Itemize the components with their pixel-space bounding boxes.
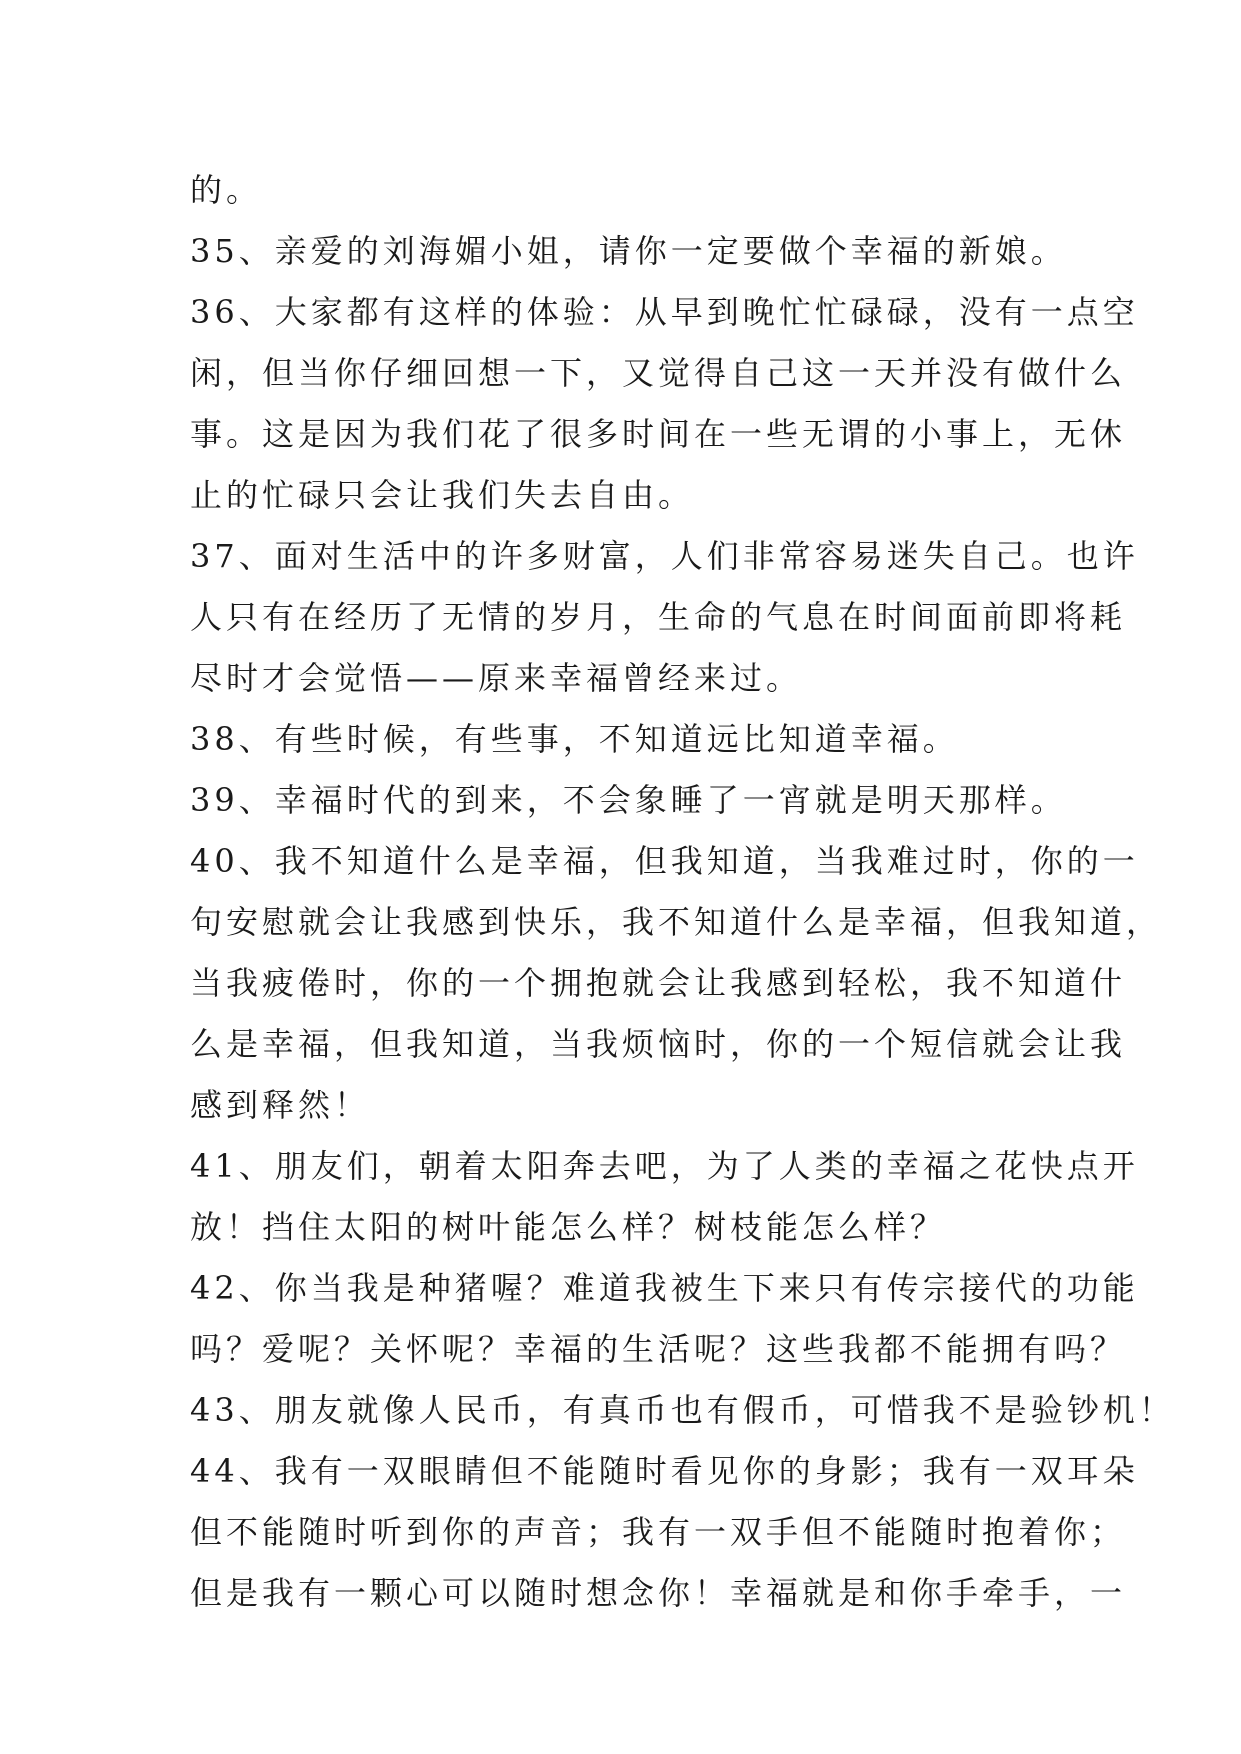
- text-line: 42、你当我是种猪喔？难道我被生下来只有传宗接代的功能: [190, 1269, 1139, 1307]
- text-line: 但不能随时听到你的声音；我有一双手但不能随时抱着你；: [190, 1513, 1127, 1551]
- text-line: 吗？爱呢？关怀呢？幸福的生活呢？这些我都不能拥有吗？: [190, 1330, 1127, 1368]
- text-line: 感到释然！: [190, 1086, 371, 1124]
- text-line: 止的忙碌只会让我们失去自由。: [190, 476, 695, 514]
- document-body: [190, 160, 1175, 1624]
- text-line: 但是我有一颗心可以随时想念你！幸福就是和你手牵手，一: [190, 1574, 1127, 1612]
- text-line: 当我疲倦时，你的一个拥抱就会让我感到轻松，我不知道什: [190, 964, 1127, 1002]
- text-line: 么是幸福，但我知道，当我烦恼时，你的一个短信就会让我: [190, 1025, 1127, 1063]
- text-line: 35、亲爱的刘海媚小姐，请你一定要做个幸福的新娘。: [190, 232, 1067, 270]
- text-line: 40、我不知道什么是幸福，但我知道，当我难过时，你的一: [190, 842, 1139, 880]
- text-line: 41、朋友们，朝着太阳奔去吧，为了人类的幸福之花快点开: [190, 1147, 1139, 1185]
- text-line: 39、幸福时代的到来，不会象睡了一宵就是明天那样。: [190, 781, 1067, 819]
- text-line: 人只有在经历了无情的岁月，生命的气息在时间面前即将耗: [190, 598, 1127, 636]
- text-line: 43、朋友就像人民币，有真币也有假币，可惜我不是验钞机！: [190, 1391, 1175, 1429]
- text-line: 句安慰就会让我感到快乐，我不知道什么是幸福，但我知道，: [190, 903, 1163, 941]
- text-line: 37、面对生活中的许多财富，人们非常容易迷失自己。也许: [190, 537, 1139, 575]
- text-line: 闲，但当你仔细回想一下，又觉得自己这一天并没有做什么: [190, 354, 1127, 392]
- text-line: 尽时才会觉悟——原来幸福曾经来过。: [190, 659, 803, 697]
- text-line: 38、有些时候，有些事，不知道远比知道幸福。: [190, 720, 959, 758]
- text-line: 事。这是因为我们花了很多时间在一些无谓的小事上，无休: [190, 415, 1127, 453]
- text-line: 44、我有一双眼睛但不能随时看见你的身影；我有一双耳朵: [190, 1452, 1139, 1490]
- text-line: 放！挡住太阳的树叶能怎么样？树枝能怎么样？: [190, 1208, 947, 1246]
- text-line: 的。: [190, 171, 263, 209]
- text-line: 36、大家都有这样的体验：从早到晚忙忙碌碌，没有一点空: [190, 293, 1139, 331]
